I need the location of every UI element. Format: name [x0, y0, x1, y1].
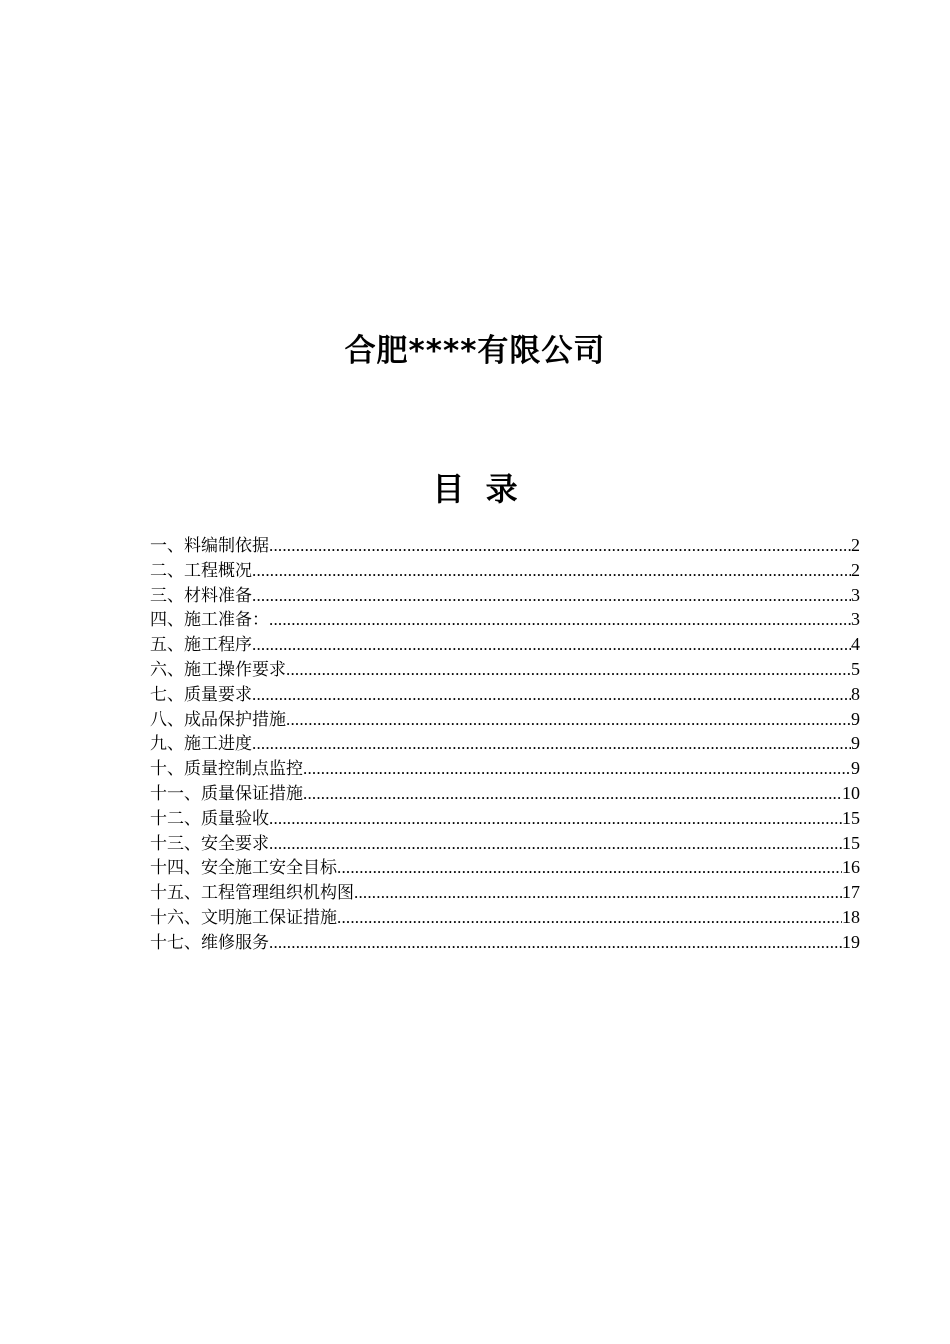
toc-entry[interactable] [150, 930, 860, 955]
toc-entry-page: 15 [842, 807, 860, 828]
toc-entry-label: 三、材料准备 [150, 585, 252, 606]
toc-entry[interactable] [150, 855, 860, 880]
toc-title: 目 录 [432, 470, 518, 508]
toc-dot-leader [303, 757, 851, 781]
toc-entry-page: 2 [851, 535, 860, 555]
company-name: 合肥****有限公司 [344, 333, 606, 369]
toc-entry-page: 8 [851, 683, 860, 704]
toc-entry[interactable] [150, 533, 860, 558]
toc-entry[interactable] [150, 905, 860, 930]
toc-entry-label: 十七、维修服务 [150, 932, 269, 953]
toc-entry-page: 16 [842, 857, 860, 878]
toc-dot-leader [286, 658, 851, 682]
toc-entry-page: 17 [842, 882, 860, 903]
toc-dot-leader [303, 782, 842, 806]
toc-entry-label: 十一、质量保证措施 [150, 783, 303, 804]
toc-entry[interactable] [150, 558, 860, 583]
toc-entry-label: 七、质量要求 [150, 684, 252, 705]
table-of-contents [150, 533, 860, 955]
toc-entry[interactable] [150, 781, 860, 806]
toc-entry-label: 五、施工程序 [150, 635, 252, 656]
toc-dot-leader [269, 608, 851, 632]
toc-dot-leader [252, 683, 851, 707]
toc-entry-label: 十六、文明施工保证措施 [150, 907, 337, 928]
toc-dot-leader [252, 559, 851, 583]
toc-entry[interactable] [150, 806, 860, 831]
toc-dot-leader [252, 633, 851, 657]
toc-entry-page: 3 [851, 584, 860, 605]
toc-entry-page: 15 [842, 832, 860, 853]
toc-dot-leader [286, 708, 851, 732]
toc-entry-page: 9 [851, 733, 860, 754]
toc-entry-page: 9 [851, 758, 860, 779]
toc-entry[interactable] [150, 607, 860, 632]
toc-dot-leader [354, 881, 842, 905]
toc-entry-label: 十三、安全要求 [150, 833, 269, 854]
toc-entry-page: 2 [851, 559, 860, 580]
toc-entry-label: 十、质量控制点监控 [150, 759, 303, 780]
toc-entry-page: 5 [851, 658, 860, 679]
toc-dot-leader [269, 534, 851, 558]
toc-entry[interactable] [150, 583, 860, 608]
toc-entry-label: 九、施工进度 [150, 734, 252, 755]
toc-entry[interactable] [150, 731, 860, 756]
toc-entry-page: 9 [851, 708, 860, 729]
toc-dot-leader [269, 807, 842, 831]
toc-entry[interactable] [150, 682, 860, 707]
toc-dot-leader [269, 931, 842, 955]
toc-entry-label: 二、工程概况 [150, 560, 252, 581]
toc-dot-leader [269, 832, 842, 856]
toc-entry[interactable] [150, 831, 860, 856]
toc-dot-leader [252, 732, 851, 756]
toc-entry-label: 十二、质量验收 [150, 808, 269, 829]
toc-dot-leader [252, 584, 851, 608]
toc-entry-page: 4 [851, 634, 860, 655]
toc-entry[interactable] [150, 657, 860, 682]
toc-entry-page: 10 [842, 782, 860, 803]
toc-entry-label: 一、料编制依据 [150, 536, 269, 556]
toc-entry-page: 3 [851, 609, 860, 630]
toc-entry[interactable] [150, 756, 860, 781]
toc-entry-label: 八、成品保护措施 [150, 709, 286, 730]
toc-entry-page: 18 [842, 906, 860, 927]
toc-entry-label: 六、施工操作要求 [150, 659, 286, 680]
toc-entry-page: 19 [842, 931, 860, 952]
toc-entry-label: 四、施工准备： [150, 610, 269, 631]
toc-entry-label: 十四、安全施工安全目标 [150, 858, 337, 879]
toc-entry[interactable] [150, 880, 860, 905]
toc-entry[interactable] [150, 707, 860, 732]
toc-dot-leader [337, 906, 842, 930]
toc-entry[interactable] [150, 632, 860, 657]
toc-entry-label: 十五、工程管理组织机构图 [150, 883, 354, 904]
toc-dot-leader [337, 856, 842, 880]
